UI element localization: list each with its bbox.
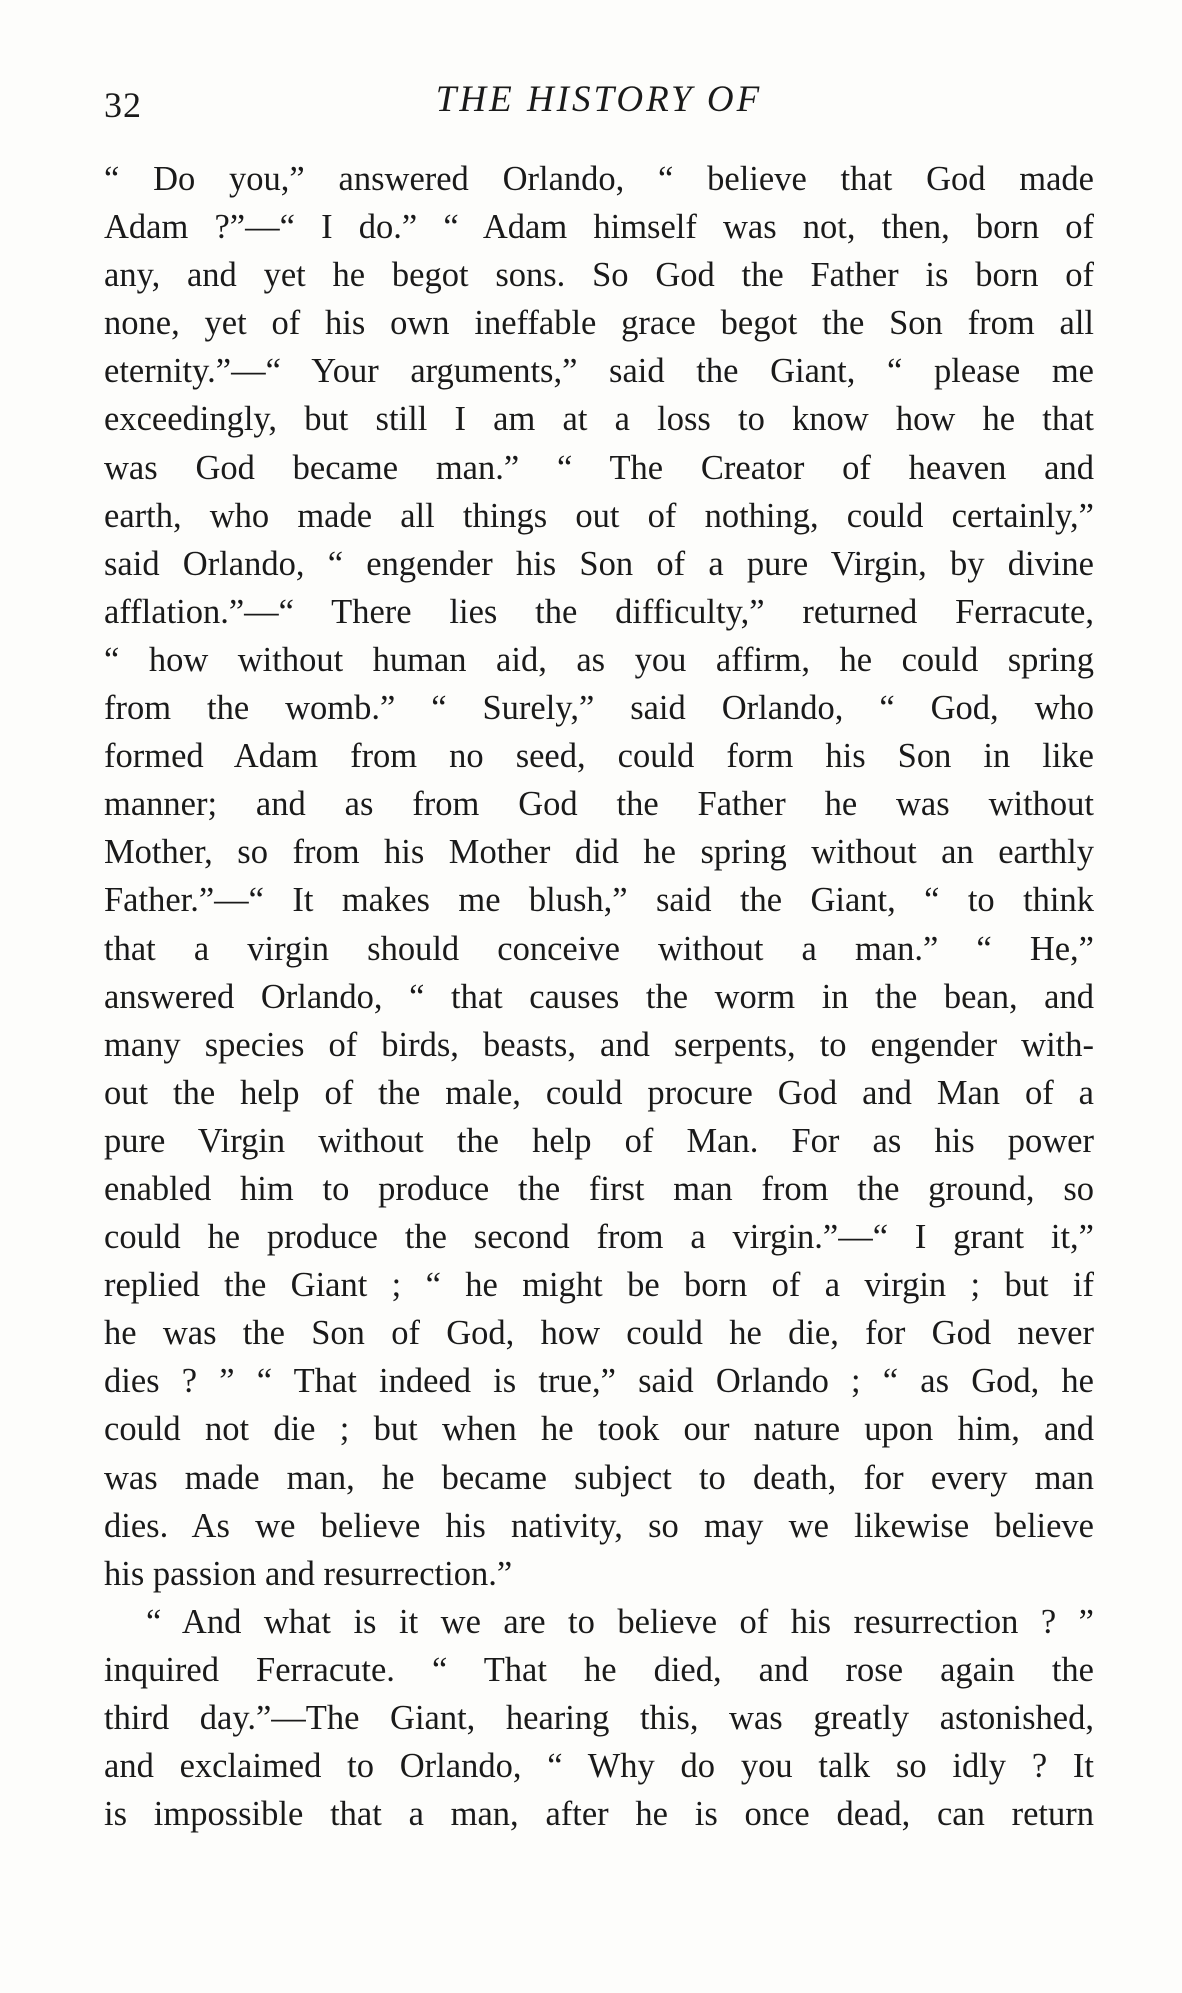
- text-line: was God became man.” “ The Creator of heaven and: [104, 448, 1094, 487]
- text-line: replied the Giant ; “ he might be born of a virgin ; but if: [104, 1266, 1094, 1305]
- text-line: and exclaimed to Orlando, “ Why do you talk so idly ? It: [104, 1747, 1094, 1786]
- text-line: said Orlando, “ engender his Son of a pure Virgin, by divine: [104, 544, 1094, 583]
- text-line: any, and yet he begot sons. So God the Father is born of: [104, 256, 1094, 295]
- page-header: [104, 78, 1094, 128]
- text-line: answered Orlando, “ that causes the worm in the bean, and: [104, 977, 1094, 1016]
- text-line: is impossible that a man, after he is once dead, can return: [104, 1795, 1094, 1834]
- text-line: manner; and as from God the Father he was without: [104, 785, 1094, 824]
- text-line: Father.”—“ It makes me blush,” said the Giant, “ to think: [104, 881, 1094, 920]
- text-line: that a virgin should conceive without a man.” “ He,”: [104, 929, 1094, 968]
- paragraph: [104, 1598, 1094, 1838]
- running-title: THE HISTORY OF: [435, 79, 763, 120]
- text-line: “ Do you,” answered Orlando, “ believe that God made: [104, 160, 1094, 198]
- text-line: pure Virgin without the help of Man. For as his power: [104, 1121, 1094, 1160]
- text-line: could he produce the second from a virgin.”—“ I grant it,”: [104, 1218, 1094, 1257]
- text-line: earth, who made all things out of nothing, could certainly,”: [104, 496, 1094, 535]
- text-line: “ how without human aid, as you affirm, he could spring: [104, 640, 1094, 679]
- body-text: [104, 155, 1094, 1838]
- text-line: many species of birds, beasts, and serpents, to engender with-: [104, 1025, 1094, 1064]
- text-line: Adam ?”—“ I do.” “ Adam himself was not, then, born of: [104, 208, 1094, 247]
- text-line: enabled him to produce the first man from the ground, so: [104, 1169, 1094, 1208]
- text-line: Mother, so from his Mother did he spring without an earthly: [104, 833, 1094, 872]
- text-line: out the help of the male, could procure God and Man of a: [104, 1073, 1094, 1112]
- text-line: afflation.”—“ There lies the difficulty,” returned Ferracute,: [104, 592, 1094, 631]
- text-line: could not die ; but when he took our nature upon him, and: [104, 1410, 1094, 1449]
- page-number: 32: [104, 85, 142, 125]
- text-line: his passion and resurrection.”: [104, 1554, 513, 1593]
- text-line: formed Adam from no seed, could form his Son in like: [104, 737, 1094, 776]
- text-line: he was the Son of God, how could he die, for God never: [104, 1314, 1094, 1353]
- text-line: was made man, he became subject to death, for every man: [104, 1458, 1094, 1497]
- text-line: dies. As we believe his nativity, so may we likewise believe: [104, 1506, 1094, 1545]
- text-line: none, yet of his own ineffable grace begot the Son from all: [104, 304, 1094, 343]
- text-line: exceedingly, but still I am at a loss to know how he that: [104, 400, 1094, 439]
- text-line: eternity.”—“ Your arguments,” said the Giant, “ please me: [104, 352, 1094, 391]
- paragraph: [104, 155, 1094, 1598]
- text-line: third day.”—The Giant, hearing this, was greatly astonished,: [104, 1699, 1094, 1737]
- text-line: “ And what is it we are to believe of his resurrection ? ”: [146, 1602, 1094, 1641]
- text-line: from the womb.” “ Surely,” said Orlando, “ God, who: [104, 689, 1094, 728]
- text-line: inquired Ferracute. “ That he died, and rose again the: [104, 1650, 1094, 1689]
- text-line: dies ? ” “ That indeed is true,” said Orlando ; “ as God, he: [104, 1362, 1094, 1401]
